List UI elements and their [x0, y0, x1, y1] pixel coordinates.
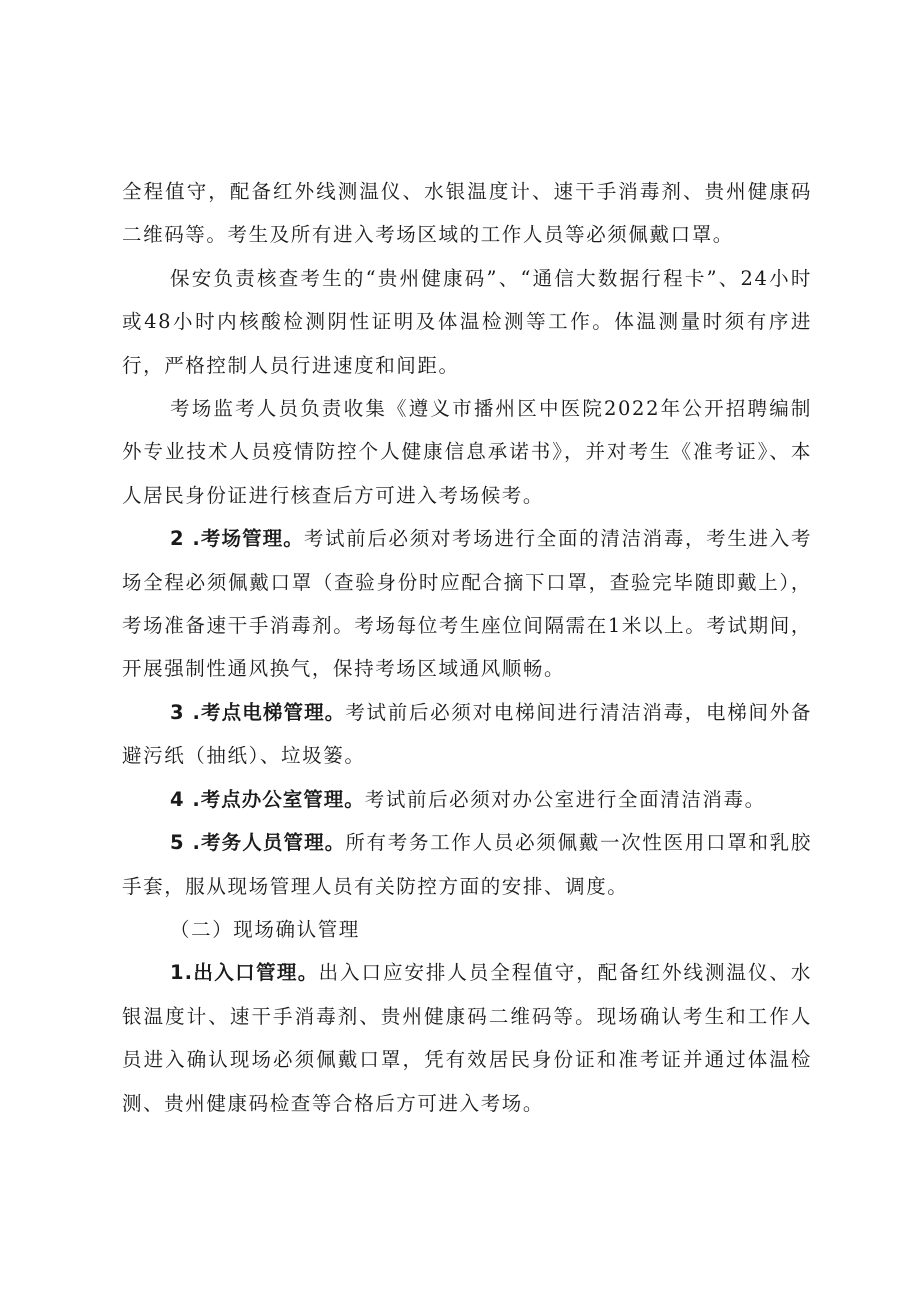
- paragraph-text: 所有考务工作人员必须佩戴一次性医用口罩和乳胶手套，服从现场管理人员有关防控方面的安排、调度。: [122, 831, 813, 898]
- section-label: 3 .考点电梯管理。: [170, 700, 346, 724]
- paragraph-text: 考场监考人员负责收集《遵义市播州区中医院2022年公开招聘编制外专业技术人员疫情防控个人健康信息承诺书》，并对考生《准考证》、本人居民身份证进行核查后方可进入考场候考。: [122, 397, 812, 507]
- section-label: 4 .考点办公室管理。: [170, 787, 365, 811]
- paragraph-text: 出入口应安排人员全程值守，配备红外线测温仪、水银温度计、速干手消毒剂、贵州健康码二维码等。现场确认考生和工作人员进入确认现场必须佩戴口罩，凭有效居民身份证和准考证并通过体温检测、贵州健康码检查等合格后方可进入考场。: [122, 961, 812, 1115]
- paragraph-continuation: [122, 170, 812, 257]
- paragraph-exam-room-management: [122, 517, 812, 691]
- section-heading-text: （二）现场确认管理: [170, 917, 360, 941]
- section-heading-onsite-confirmation: [122, 908, 812, 951]
- paragraph-proctor-duties: [122, 387, 812, 517]
- paragraph-text: 考试前后必须对办公室进行全面清洁消毒。: [364, 787, 766, 811]
- paragraph-text: 全程值守，配备红外线测温仪、水银温度计、速干手消毒剂、贵州健康码二维码等。考生及所有进入考场区域的工作人员等必须佩戴口罩。: [122, 180, 812, 247]
- paragraph-text: 考试前后必须对电梯间进行清洁消毒，电梯间外备避污纸（抽纸）、垃圾篓。: [122, 700, 813, 768]
- section-label: 5 .考务人员管理。: [170, 831, 346, 855]
- section-label: 2 .考场管理。: [170, 527, 304, 551]
- paragraph-security-check: [122, 257, 812, 387]
- section-label: 1.出入口管理。: [170, 961, 319, 985]
- paragraph-elevator-management: [122, 691, 812, 778]
- paragraph-entrance-management: [122, 951, 812, 1125]
- document-page: [122, 170, 812, 1125]
- paragraph-staff-management: [122, 821, 812, 908]
- paragraph-text: 考试前后必须对考场进行全面的清洁消毒，考生进入考场全程必须佩戴口罩（查验身份时应配合摘下口罩，查验完毕随即戴上），考场准备速干手消毒剂。考场每位考生座位间隔需在1米以上。考试期间，开展强制性通风换气，保持考场区域通风顺畅。: [122, 527, 812, 681]
- paragraph-text: 保安负责核查考生的“贵州健康码”、“通信大数据行程卡”、24小时或48小时内核酸检测阴性证明及体温检测等工作。体温测量时须有序进行，严格控制人员行进速度和间距。: [122, 266, 812, 377]
- paragraph-office-management: [122, 778, 812, 821]
